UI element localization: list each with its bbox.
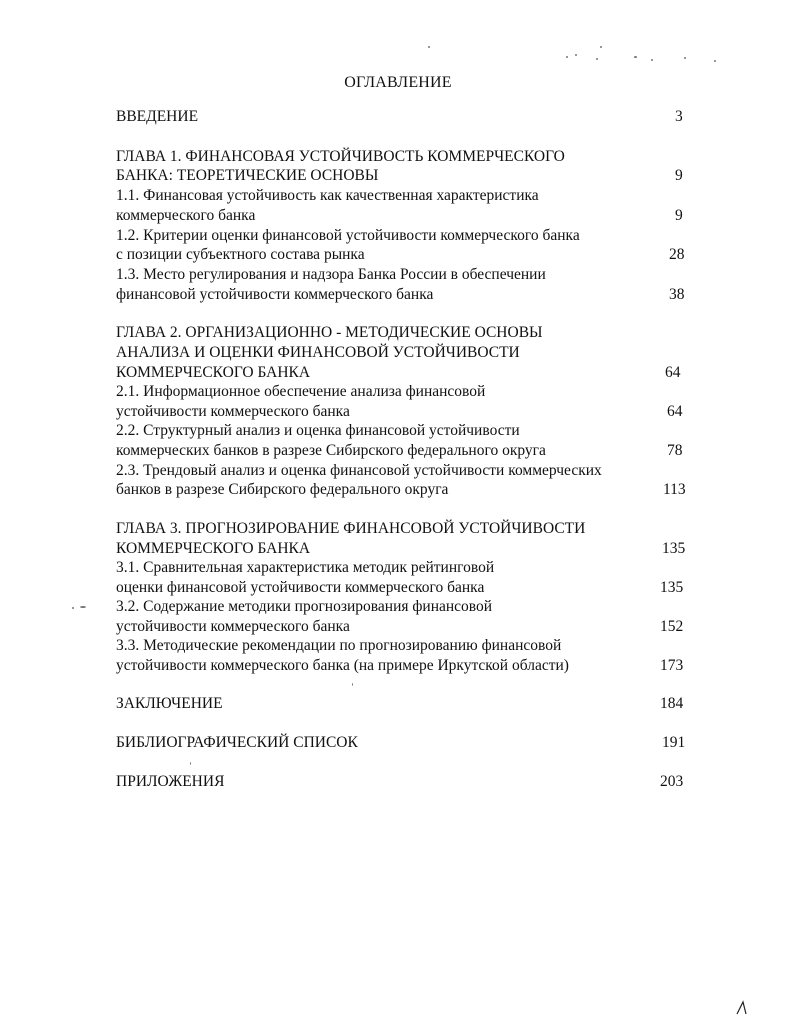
scan-speck [566, 56, 568, 58]
page-number: 9 [675, 167, 683, 184]
chapter-heading-line: КОММЕРЧЕСКОГО БАНКА [116, 540, 311, 557]
chapter-heading-line: КОММЕРЧЕСКОГО БАНКА [116, 364, 311, 381]
page-number: 135 [662, 540, 686, 557]
page-number: 173 [660, 657, 684, 674]
page-number: 184 [660, 695, 684, 712]
section-line: устойчивости коммерческого банка [116, 403, 350, 420]
scan-speck [634, 56, 637, 58]
scan-speck [596, 58, 598, 60]
chapter-heading-line: ГЛАВА 3. ПРОГНОЗИРОВАНИЕ ФИНАНСОВОЙ УСТОЙЧИВОСТИ [116, 520, 586, 537]
chapter-heading-line: БАНКА: ТЕОРЕТИЧЕСКИЕ ОСНОВЫ [116, 167, 379, 184]
scan-speck [428, 46, 430, 48]
section-line: с позиции субъектного состава рынка [116, 246, 365, 263]
scan-speck [575, 54, 577, 56]
chapter-heading-line: АНАЛИЗА И ОЦЕНКИ ФИНАНСОВОЙ УСТОЙЧИВОСТИ [116, 344, 520, 361]
scan-speck [80, 606, 86, 608]
page-number: 3 [675, 108, 683, 125]
chapter-heading-line: ГЛАВА 1. ФИНАНСОВАЯ УСТОЙЧИВОСТЬ КОММЕРЧЕСКОГО [116, 148, 565, 165]
section-line: 3.3. Методические рекомендации по прогнозированию финансовой [116, 637, 562, 654]
scan-speck [190, 762, 191, 765]
entry-label: ЗАКЛЮЧЕНИЕ [116, 695, 223, 712]
section-line: банков в разрезе Сибирского федерального округа [116, 481, 449, 498]
toc-title: ОГЛАВЛЕНИЕ [344, 74, 452, 91]
scan-speck [72, 607, 74, 609]
section-line: коммерческого банка [116, 207, 256, 224]
scan-speck [684, 57, 686, 59]
chapter-heading-line: ГЛАВА 2. ОРГАНИЗАЦИОННО - МЕТОДИЧЕСКИЕ ОСНОВЫ [116, 324, 543, 341]
section-line: оценки финансовой устойчивости коммерческого банка [116, 579, 485, 596]
section-line: коммерческих банков в разрезе Сибирского федерального округа [116, 442, 546, 459]
page-number: 203 [660, 773, 684, 790]
entry-label: БИБЛИОГРАФИЧЕСКИЙ СПИСОК [116, 734, 358, 751]
section-line: устойчивости коммерческого банка (на примере Иркутской области) [116, 657, 569, 674]
section-line: 2.2. Структурный анализ и оценка финансовой устойчивости [116, 422, 520, 439]
page-number: 9 [675, 207, 683, 224]
scan-speck [651, 59, 653, 61]
section-line: финансовой устойчивости коммерческого банка [116, 286, 434, 303]
entry-label: ВВЕДЕНИЕ [116, 108, 199, 125]
page-number: 191 [662, 734, 686, 751]
page-number: 28 [669, 246, 685, 263]
section-line: 1.2. Критерии оценки финансовой устойчивости коммерческого банка [116, 227, 580, 244]
page-number: 152 [660, 618, 684, 635]
section-line: 2.1. Информационное обеспечение анализа финансовой [116, 383, 486, 400]
entry-label: ПРИЛОЖЕНИЯ [116, 773, 225, 790]
page-number: 78 [667, 442, 683, 459]
section-line: 2.3. Трендовый анализ и оценка финансовой устойчивости коммерческих [116, 462, 602, 479]
section-line: устойчивости коммерческого банка [116, 618, 350, 635]
page-number: 64 [667, 403, 683, 420]
scan-speck [600, 46, 602, 48]
section-line: 3.1. Сравнительная характеристика методик рейтинговой [116, 559, 495, 576]
page-number: 64 [665, 364, 681, 381]
scan-speck [352, 683, 353, 686]
section-line: 1.3. Место регулирования и надзора Банка России в обеспечении [116, 266, 546, 283]
section-line: 3.2. Содержание методики прогнозирования финансовой [116, 598, 493, 615]
scan-speck [714, 60, 716, 62]
page-number: 113 [663, 481, 686, 498]
page-number: 38 [669, 286, 685, 303]
section-line: 1.1. Финансовая устойчивость как качественная характеристика [116, 187, 539, 204]
page-number: 135 [660, 579, 684, 596]
